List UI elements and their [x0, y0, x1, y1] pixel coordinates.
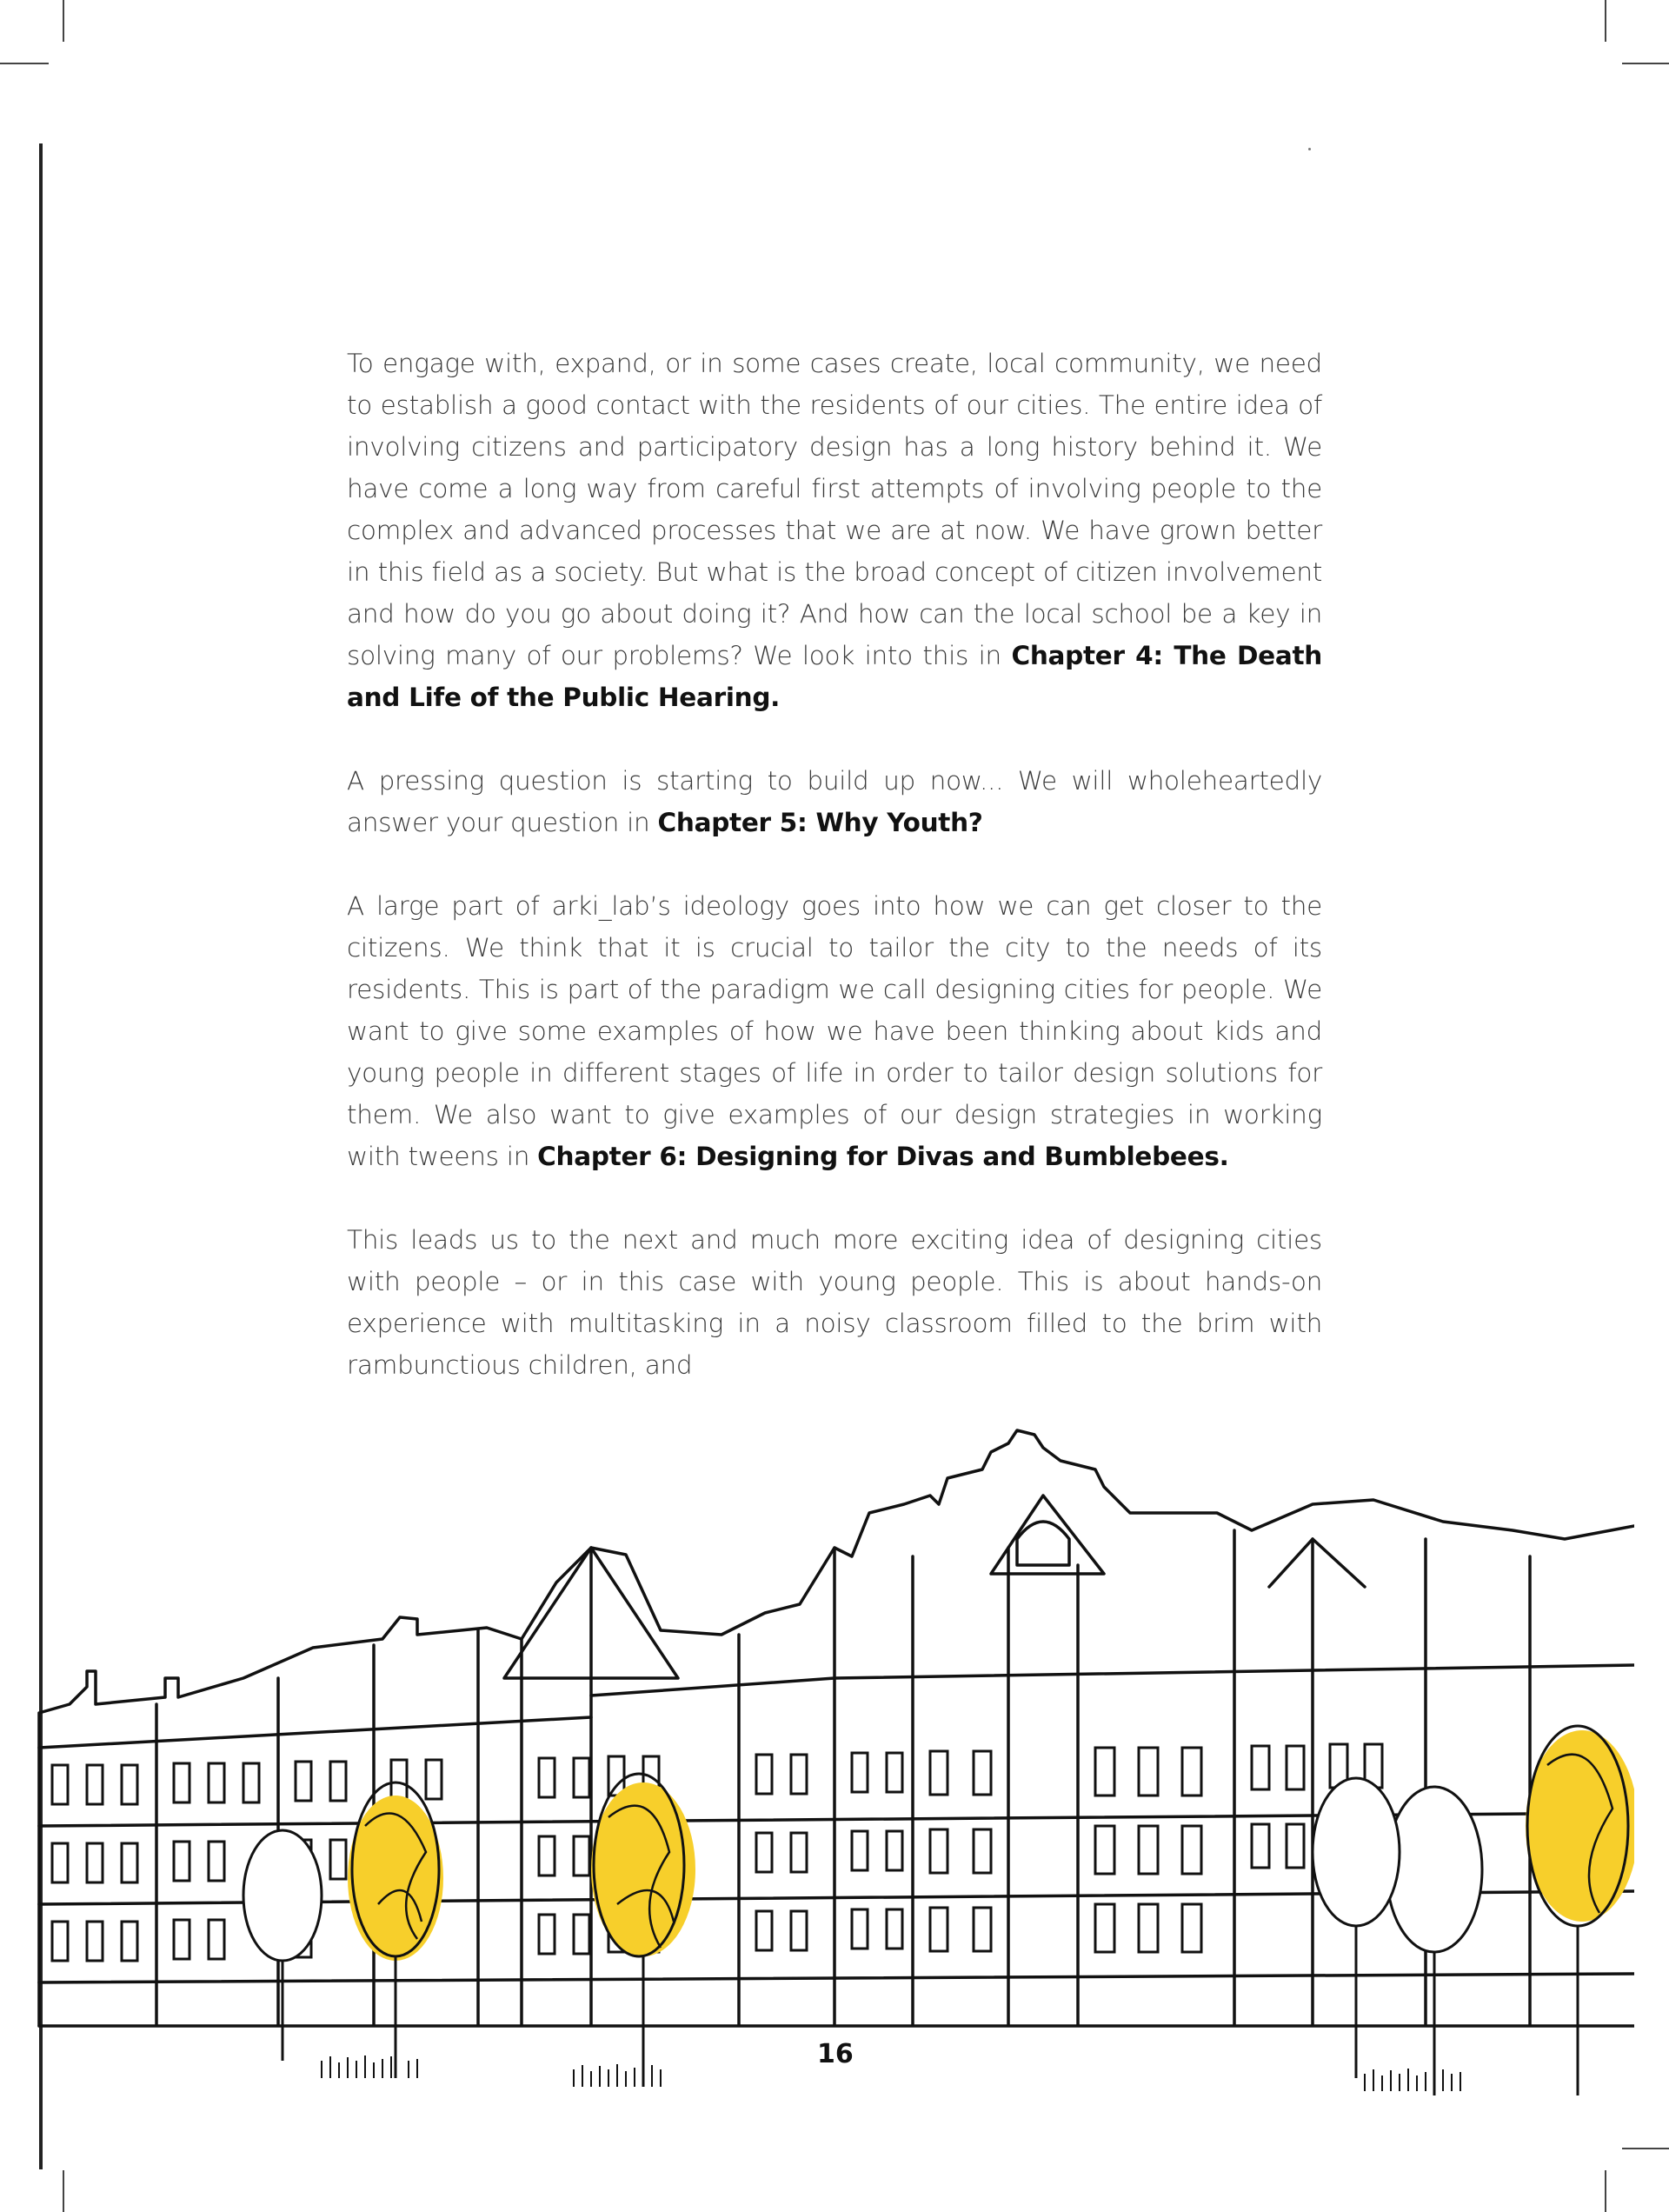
paragraph-chapter-5: A pressing question is starting to build up now... We will wholeheartedly answer your question in Chapter 5: Why Youth?	[347, 766, 1322, 837]
page-number: 16	[817, 2039, 854, 2069]
chapter-reference: Chapter 4: The Death and Life of the Public Hearing.	[347, 641, 1322, 712]
city-street-illustration	[35, 1417, 1634, 2095]
crop-mark	[63, 2170, 64, 2212]
stray-dot	[1308, 148, 1311, 150]
chapter-reference: Chapter 5: Why Youth?	[657, 808, 983, 837]
crop-mark	[63, 0, 64, 42]
crop-mark	[1622, 2148, 1669, 2149]
crop-mark	[1622, 63, 1669, 64]
crop-mark	[1605, 0, 1606, 42]
crop-mark	[0, 63, 49, 64]
crop-mark	[1605, 2170, 1606, 2212]
paragraph-designing-with-people: This leads us to the next and much more exciting idea of designing cities with people – or in this case with young people. This is about hands-on experience with multitasking in a noisy classroom filled to the brim with rambunctious children, and	[347, 1225, 1322, 1380]
chapter-reference: Chapter 6: Designing for Divas and Bumblebees.	[537, 1142, 1229, 1171]
body-text	[347, 343, 1322, 1428]
paragraph-chapter-4: To engage with, expand, or in some cases create, local community, we need to establish a good contact with the residents of our cities. The entire idea of involving citizens and participatory design has a long history behind it. We have come a long way from careful first attempts of involving people to the complex and advanced processes that we are at now. We have grown better in this field as a society. But what is the broad concept of citizen involvement and how do you go about doing it? And how can the local school be a key in solving many of our problems? We look into this in Chapter 4: The Death and Life of the Public Hearing.	[347, 349, 1322, 712]
paragraph-chapter-6: A large part of arki_lab’s ideology goes into how we can get closer to the citizens. We think that it is crucial to tailor the city to the needs of its residents. This is part of the paradigm we call designing cities for people. We want to give some examples of how we have been thinking about kids and young people in different stages of life in order to tailor design solutions for them. We also want to give examples of our design strategies in working with tweens in Chapter 6: Designing for Divas and Bumblebees.	[347, 891, 1322, 1171]
